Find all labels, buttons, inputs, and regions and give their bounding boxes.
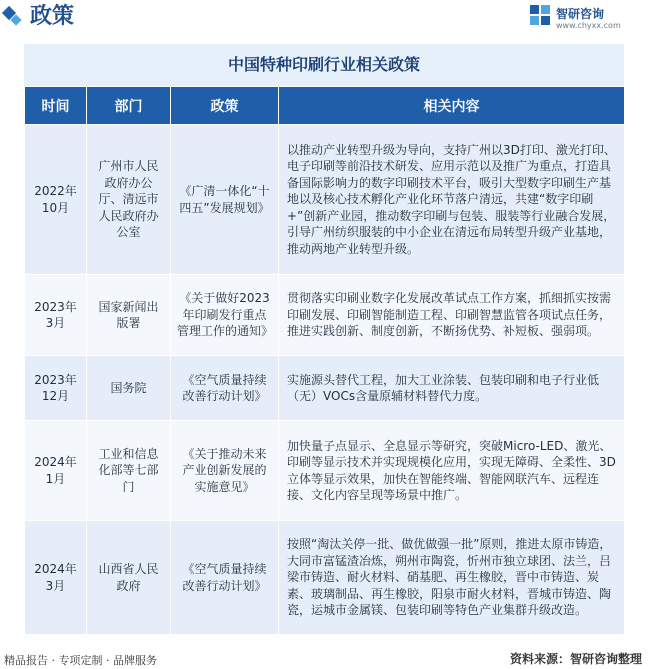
policy-table [24,86,625,635]
cell-dept: 工业和信息化部等七部门 [87,421,171,521]
cell-content: 按照“淘汰关停一批、做优做强一批”原则，推进太原市铸造，大同市富锰渣冶炼，朔州市陶瓷，忻州市独立球团、法兰，吕梁市铸造、耐火材料、硝基肥、再生橡胶，晋中市铸造、炭素、玻璃制品、再生橡胶，阳泉市耐火材料，晋城市铸造、陶瓷，运城市金属镁、包装印刷等特色产业集群升级改造。 [279,521,625,635]
cell-policy: 《关于推动未来产业创新发展的实施意见》 [171,421,279,521]
page-header [0,0,648,34]
column-header-dept: 部门 [87,87,171,125]
column-header-time: 时间 [25,87,87,125]
section-title: 政策 [30,4,75,29]
table-row [25,421,625,521]
column-header-policy: 政策 [171,87,279,125]
brand-logo [530,3,640,33]
footer-services: 精品报告 · 专项定制 · 品牌服务 [4,654,157,667]
table-header-row [25,87,625,125]
cell-policy: 《空气质量持续改善行动计划》 [171,356,279,421]
table-row [25,275,625,356]
cell-time: 2022年10月 [25,125,87,275]
page-footer [0,648,648,669]
cell-dept: 国务院 [87,356,171,421]
table-row [25,356,625,421]
cell-content: 贯彻落实印刷业数字化发展改革试点工作方案，抓细抓实按需印刷发展、印刷智能制造工程、印刷智慧监管各项试点任务，推进实践创新、制度创新，不断扬优势、补短板、强弱项。 [279,275,625,356]
table-row [25,521,625,635]
cell-dept: 国家新闻出版署 [87,275,171,356]
brand-mark-icon [530,5,550,25]
cell-policy: 《广清一体化“十四五”发展规划》 [171,125,279,275]
column-header-content: 相关内容 [279,87,625,125]
cell-dept: 山西省人民政府 [87,521,171,635]
cell-content: 实施源头替代工程，加大工业涂装、包装印刷和电子行业低（无）VOCs含量原辅材料替代力度。 [279,356,625,421]
section-marker-icon [4,6,18,28]
cell-time: 2024年3月 [25,521,87,635]
policy-table-panel [24,44,624,635]
cell-content: 加快量子点显示、全息显示等研究，突破Micro-LED、激光、印刷等显示技术并实现规模化应用，实现无障碍、全柔性、3D立体等显示效果，加快在智能终端、智能网联汽车、远程连接、文化内容呈现等场景中推广。 [279,421,625,521]
cell-dept: 广州市人民政府办公厅、清远市人民政府办公室 [87,125,171,275]
cell-time: 2024年1月 [25,421,87,521]
cell-time: 2023年12月 [25,356,87,421]
cell-policy: 《关于做好2023年印刷发行重点管理工作的通知》 [171,275,279,356]
footer-source [510,650,642,667]
table-title: 中国特种印刷行业相关政策 [24,44,624,86]
source-label: 资料来源： [509,652,570,666]
source-value: 智研咨询整理 [569,652,642,666]
cell-time: 2023年3月 [25,275,87,356]
cell-policy: 《空气质量持续改善行动计划》 [171,521,279,635]
cell-content: 以推动产业转型升级为导向，支持广州以3D打印、激光打印、电子印刷等前沿技术研发、应用示范以及推广为重点，打造具备国际影响力的数字印刷技术平台，吸引大型数字印刷生产基地以及核心技术孵化产业化环节落户清远，共建“数字印刷+”创新产业园，推动数字印刷与包装、服装等行业融合发展，引导广州纺织服装的中小企业在清远布局转型升级产业基地，推动两地产业转型升级。 [279,125,625,275]
table-row [25,125,625,275]
brand-name: 智研咨询 [556,7,605,21]
brand-url: www.chyxx.com [556,21,621,30]
